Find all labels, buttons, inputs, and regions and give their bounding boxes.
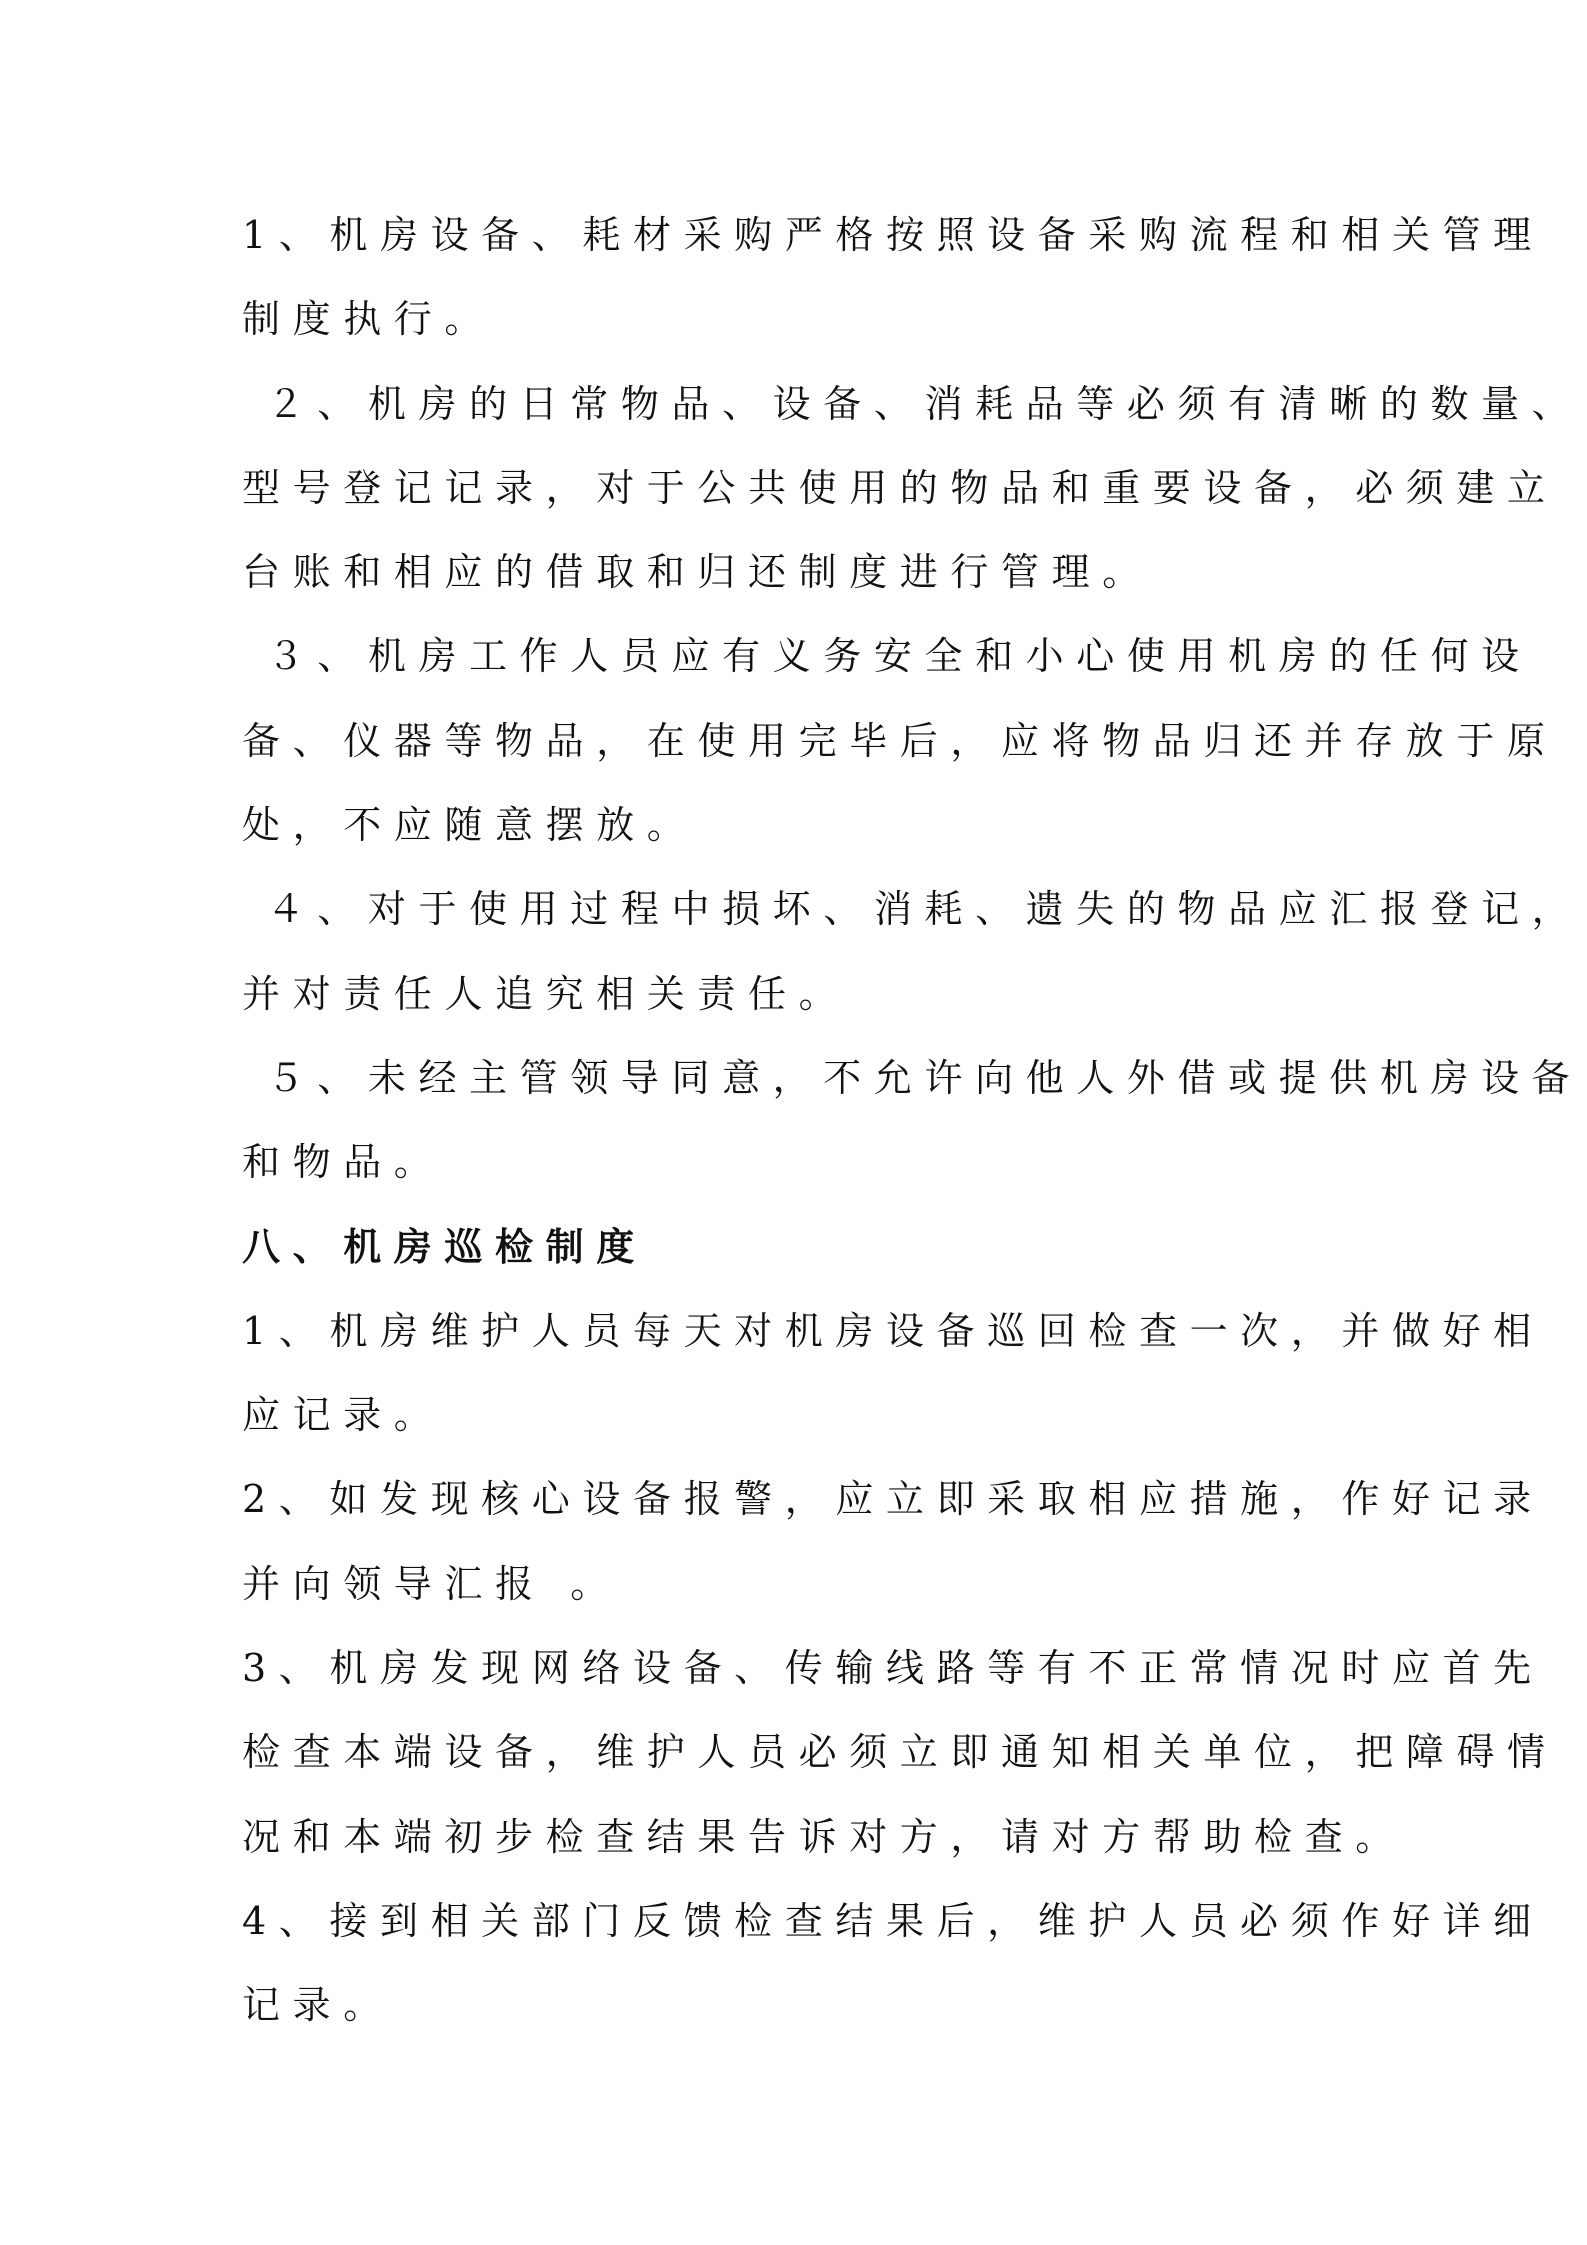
- text-line: 并向领导汇报 。: [242, 1561, 621, 1606]
- text-line: 备、仪器等物品，在使用完毕后，应将物品归还并存放于原: [242, 718, 1558, 763]
- text-line: ４、对于使用过程中损坏、消耗、遗失的物品应汇报登记，: [242, 887, 1583, 932]
- text-line: 应记录。: [242, 1393, 445, 1438]
- inspection-items: [242, 1289, 1558, 2048]
- text-line: 4、接到相关部门反馈检查结果后，维护人员必须作好详细: [242, 1898, 1544, 1943]
- document-page: [242, 193, 1583, 2048]
- text-line: 台账和相应的借取和归还制度进行管理。: [242, 550, 1153, 595]
- text-line: 记录。: [242, 1983, 394, 2028]
- text-line: 1、机房维护人员每天对机房设备巡回检查一次，并做好相: [242, 1308, 1544, 1353]
- paragraph: [242, 867, 1583, 1036]
- paragraph: [242, 1289, 1544, 1458]
- text-line: 况和本端初步检查结果告诉对方，请对方帮助检查。: [242, 1814, 1406, 1859]
- text-line: 型号登记记录，对于公共使用的物品和重要设备，必须建立: [242, 465, 1558, 510]
- paragraph: [242, 614, 1558, 867]
- paragraph: [242, 1036, 1583, 1205]
- section-heading: 八、机房巡检制度: [242, 1224, 647, 1269]
- text-line: ３、机房工作人员应有义务安全和小心使用机房的任何设: [242, 634, 1532, 679]
- paragraph: [242, 362, 1583, 615]
- text-line: ２、机房的日常物品、设备、消耗品等必须有清晰的数量、: [242, 381, 1583, 426]
- paragraph: [242, 1879, 1544, 2048]
- paragraph: [242, 1626, 1558, 1879]
- text-line: 处，不应随意摆放。: [242, 803, 698, 848]
- text-line: ５、未经主管领导同意，不允许向他人外借或提供机房设备: [242, 1055, 1583, 1100]
- paragraph: [242, 1457, 1544, 1626]
- paragraph: [242, 193, 1544, 362]
- text-line: 1、机房设备、耗材采购严格按照设备采购流程和相关管理: [242, 213, 1544, 257]
- text-line: 2、如发现核心设备报警，应立即采取相应措施，作好记录: [242, 1477, 1544, 1522]
- text-line: 制度执行。: [242, 297, 496, 342]
- text-line: 并对责任人追究相关责任。: [242, 971, 850, 1016]
- text-line: 和物品。: [242, 1140, 445, 1185]
- text-line: 检查本端设备，维护人员必须立即通知相关单位，把障碍情: [242, 1730, 1558, 1775]
- equipment-management-items: [242, 193, 1583, 1205]
- text-line: 3、机房发现网络设备、传输线路等有不正常情况时应首先: [242, 1646, 1544, 1691]
